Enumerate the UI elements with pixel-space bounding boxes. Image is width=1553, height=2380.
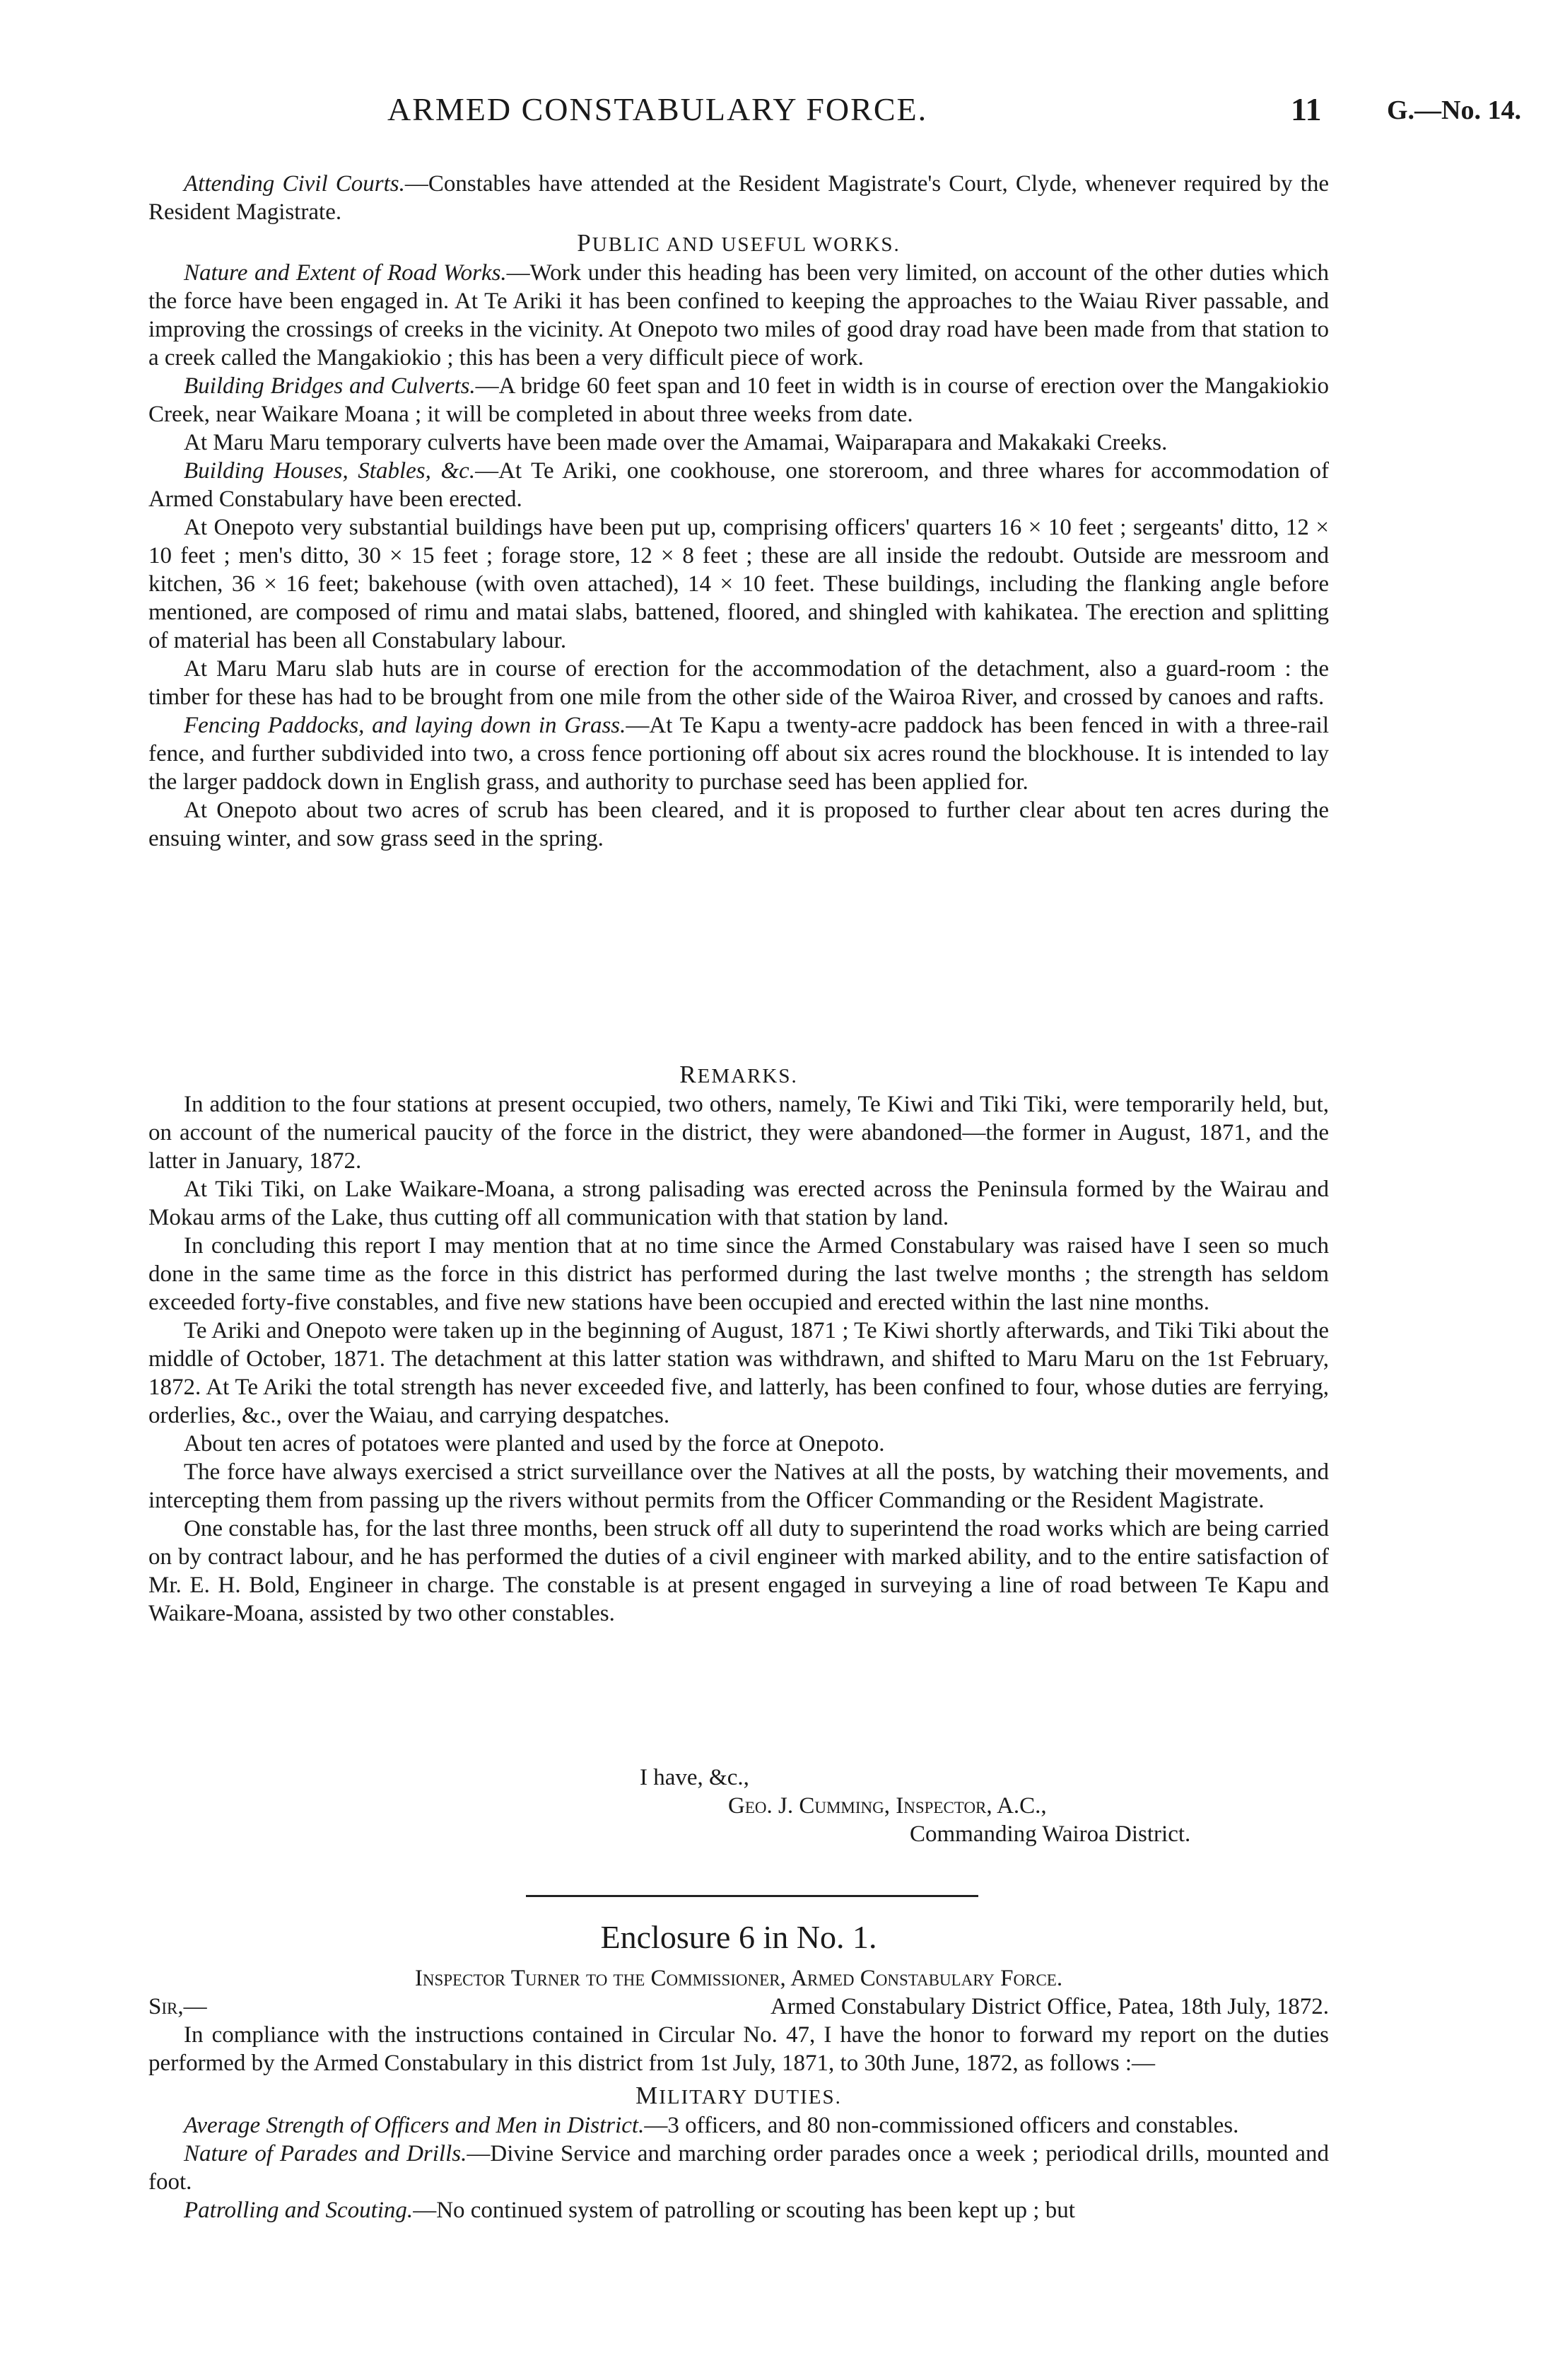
paper-reference: G.—No. 14. xyxy=(1387,95,1521,125)
paragraph: At Onepoto very substantial buildings have been put up, comprising officers' quarters 16 × 10 feet ; sergeants' ditto, 12 × 10 feet ; men's ditto, 30 × 15 feet ; forage store, 12 × 8 feet ; these are all inside the redoubt. Outside are messroom and kitchen, 36 × 16 feet; bakehouse (with oven attached), 14 × 10 feet. These buildings, including the flanking angle before mentioned, are composed of rimu and matai slabs, battened, floored, and shingled with kahikatea. The erection and splitting of material has been all Constabulary labour. xyxy=(148,515,1329,653)
paragraph: Nature and Extent of Road Works.—Work under this heading has been very limited, on account of the other duties which the force have been engaged in. At Te Ariki it has been confined to keeping the approaches to the Waiau River passable, and improving the crossings of creeks in the vicinity. At Onepoto two miles of good dray road have been made from that station to a creek called the Mangakiokio ; this has been a very difficult piece of work. xyxy=(148,260,1329,371)
enclosure-subtitle: Inspector Turner to the Commissioner, Armed Constabulary Force. xyxy=(414,1966,1063,1991)
paragraph: Attending Civil Courts.—Constables have attended at the Resident Magistrate's Court, Clyde, whenever required by the Resident Magistrate. xyxy=(148,171,1329,225)
paragraph: Building Houses, Stables, &c.—At Te Ariki, one cookhouse, one storeroom, and three whares for accommodation of Armed Constabulary have been erected. xyxy=(148,458,1330,512)
paragraph: At Maru Maru temporary culverts have been made over the Amamai, Waiparapara and Makakaki Creeks. xyxy=(184,430,1168,455)
paragraph: At Tiki Tiki, on Lake Waikare-Moana, a strong palisading was erected across the Peninsula formed by the Wairau and Mokau arms of the Lake, thus cutting off all communication with that station by land. xyxy=(148,1177,1329,1230)
paragraph: At Maru Maru slab huts are in course of erection for the accommodation of the detachment, also a guard-room : the timber for these has had to be brought from one mile from the other side of the Wairoa River, and crossed by canoes and rafts. xyxy=(148,656,1329,710)
running-header-title: ARMED CONSTABULARY FORCE. xyxy=(387,91,928,127)
enclosure-title: Enclosure 6 in No. 1. xyxy=(600,1919,877,1955)
section-remarks xyxy=(148,1061,1329,1628)
paragraph: The force have always exercised a strict surveillance over the Natives at all the posts, by watching their movements, and intercepting them from passing up the rivers without permits from the Officer Commanding or the Resident Magistrate. xyxy=(148,1459,1329,1513)
paragraph: Nature of Parades and Drills.—Divine Service and marching order parades once a week ; periodical drills, mounted and foot. xyxy=(148,2141,1329,2195)
section-heading: PUBLIC AND USEFUL WORKS. xyxy=(577,229,901,257)
section-civil-courts xyxy=(148,170,1329,226)
paragraph: In compliance with the instructions contained in Circular No. 47, I have the honor to forward my report on the duties performed by the Armed Constabulary in this district from 1st July, 1871, to 30th June, 1872, as follows :— xyxy=(148,2022,1329,2076)
paragraph: Building Bridges and Culverts.—A bridge 60 feet span and 10 feet in width is in course of erection over the Mangakiokio Creek, near Waikare Moana ; it will be completed in about three weeks from date. xyxy=(148,373,1329,427)
paragraph: Te Ariki and Onepoto were taken up in the beginning of August, 1871 ; Te Kiwi shortly afterwards, and Tiki Tiki about the middle of October, 1871. The detachment at this latter station was withdrawn, and shifted to Maru Maru on the 1st February, 1872. At Te Ariki the total strength has never exceeded five, and latterly, has been confined to four, whose duties are ferrying, orderlies, &c., over the Waiau, and carrying despatches. xyxy=(148,1318,1329,1428)
section-enclosure xyxy=(148,1964,1329,2224)
section-heading: REMARKS. xyxy=(679,1061,798,1088)
section-public-works xyxy=(148,229,1329,853)
signoff-signature: Geo. J. Cumming, Inspector, A.C., xyxy=(728,1793,1047,1819)
paragraph: In addition to the four stations at present occupied, two others, namely, Te Kiwi and Tiki Tiki, were temporarily held, but, on account of the numerical paucity of the force in the district, they were abandoned—the former in August, 1871, and the latter in January, 1872. xyxy=(148,1092,1329,1174)
paragraph-label: Attending Civil Courts. xyxy=(184,171,405,197)
section-heading: MILITARY DUTIES. xyxy=(635,2082,842,2109)
paragraph: Patrolling and Scouting.—No continued system of patrolling or scouting has been kept up ; but xyxy=(184,2198,1075,2223)
paragraph: Fencing Paddocks, and laying down in Grass.—At Te Kapu a twenty-acre paddock has been fenced in with a three-rail fence, and further subdivided into two, a cross fence portioning off about six acres round the blockhouse. It is intended to lay the larger paddock down in English grass, and authority to purchase seed has been applied for. xyxy=(148,713,1330,795)
paragraph: About ten acres of potatoes were planted and used by the force at Onepoto. xyxy=(184,1431,885,1457)
paragraph: Average Strength of Officers and Men in District.—3 officers, and 80 non-commissioned officers and constables. xyxy=(184,2113,1239,2138)
paragraph: One constable has, for the last three months, been struck off all duty to superintend the road works which are being carried on by contract labour, and he has performed the duties of a civil engineer with marked ability, and to the entire satisfaction of Mr. E. H. Bold, Engineer in charge. The constable is at present engaged in surveying a line of road between Te Kapu and Waikare-Moana, assisted by two other constables. xyxy=(148,1516,1329,1626)
paragraph: At Onepoto about two acres of scrub has been cleared, and it is proposed to further clear about ten acres during the ensuing winter, and sow grass seed in the spring. xyxy=(148,798,1329,851)
dateline: Armed Constabulary District Office, Patea, 18th July, 1872. xyxy=(770,1994,1329,2019)
salutation: Sir,— xyxy=(148,1994,207,2019)
page-number: 11 xyxy=(1291,91,1322,127)
signoff-title: Commanding Wairoa District. xyxy=(910,1821,1191,1847)
divider-rule xyxy=(526,1895,978,1897)
paragraph: In concluding this report I may mention that at no time since the Armed Constabulary was raised have I seen so much done in the same time as the force in this district has performed during the last twelve months ; the strength has seldom exceeded forty-five constables, and five new stations have been occupied and erected within the last nine months. xyxy=(148,1233,1329,1315)
signoff-greeting: I have, &c., xyxy=(640,1765,749,1790)
